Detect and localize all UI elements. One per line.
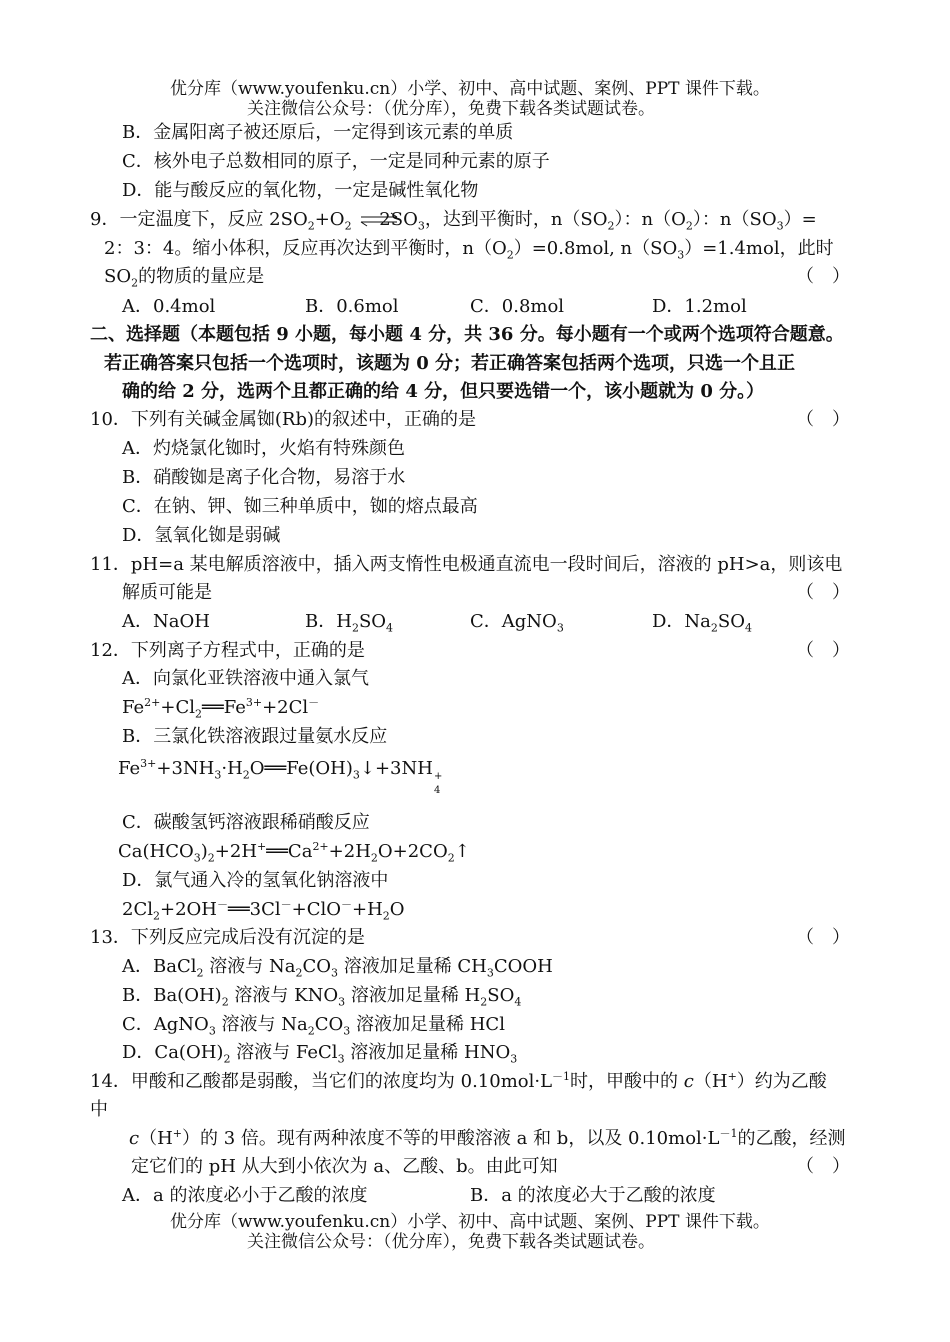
q8-option-b: B．金属阳离子被还原后，一定得到该元素的单质 — [122, 122, 514, 143]
header-line-2: 关注微信公众号：（优分库），免费下载各类试题试卷。 — [247, 99, 655, 119]
q11-answer-blank[interactable]: （ ） — [796, 582, 850, 603]
q12-stem: 12．下列离子方程式中，正确的是 — [90, 640, 365, 661]
q12-equation-c: $Ca(HCO_3)_2+2H^+══Ca^{2+}+2H_2O+2CO_2↑$ — [118, 840, 470, 865]
q9-line-2: 2：3：4。缩小体积，反应再次达到平衡时，$n(O_2)=0.8mol$, $n(SO_3)=1.4mol$，此时 — [104, 238, 834, 262]
q10-stem: 10．下列有关碱金属铷(Rb)的叙述中，正确的是 — [90, 409, 477, 430]
q13-option-d: D．$Ca(OH)_2$ 溶液与 FeCl$_3$ 溶液加足量稀 $HNO_3$ — [122, 1042, 518, 1066]
q13-option-a: A．BaCl$_2$ 溶液与 $Na_2CO_3$ 溶液加足量稀 $CH_3COOH$ — [122, 956, 553, 980]
q12-answer-blank[interactable]: （ ） — [796, 640, 850, 661]
q14-answer-blank[interactable]: （ ） — [796, 1156, 850, 1177]
q10-option-a: A．灼烧氯化铷时，火焰有特殊颜色 — [122, 438, 405, 459]
q11-option-b: B．$H_2SO_4$ — [305, 611, 394, 635]
q9-option-d: D．1.2mol — [652, 296, 747, 317]
header-line-1: 优分库（www.youfenku.cn）小学、初中、高中试题、案例、PPT 课件下载。 — [170, 79, 770, 99]
section-2-line-3: 确的给 2 分，选两个且都正确的给 4 分，但只要选错一个，该小题就为 0 分。） — [122, 381, 765, 402]
q9-line-1: 9．一定温度下，反应 $2SO_2+O_2$ $2SO_3$，达到平衡时，$n(SO_2)$：$n(O_2)$：$n(SO_3)=$ — [90, 209, 817, 233]
q13-option-b: B．$Ba(OH)_2$ 溶液与 $KNO_3$ 溶液加足量稀 $H_2SO_4$ — [122, 985, 522, 1009]
q13-stem: 13．下列反应完成后没有沉淀的是 — [90, 927, 365, 948]
q11-option-d: D．$Na_2SO_4$ — [652, 611, 753, 635]
q10-option-b: B．硝酸铷是离子化合物，易溶于水 — [122, 467, 406, 488]
q14-line-4: 定它们的 pH 从大到小依次为 a、乙酸、b。由此可知 — [131, 1156, 558, 1177]
q10-option-c: C．在钠、钾、铷三种单质中，铷的熔点最高 — [122, 496, 478, 517]
q11-option-a: A．NaOH — [122, 611, 210, 632]
reversible-arrow-icon — [357, 211, 401, 229]
q12-equation-a: $Fe^{2+}+Cl_2══Fe^{3+}+2Cl^-$ — [122, 696, 320, 721]
q8-option-d: D．能与酸反应的氧化物，一定是碱性氧化物 — [122, 180, 479, 201]
q14-line-3: c（H+）的 3 倍。现有两种浓度不等的甲酸溶液 a 和 b，以及 $0.10mol\cdot L^{-1}$的乙酸，经测 — [129, 1127, 846, 1149]
q9-option-a: A．0.4mol — [122, 296, 216, 317]
footer-line-2: 关注微信公众号：（优分库），免费下载各类试题试卷。 — [247, 1232, 655, 1252]
q9-option-b: B．0.6mol — [305, 296, 399, 317]
q10-answer-blank[interactable]: （ ） — [796, 409, 850, 430]
q9-option-c: C．0.8mol — [470, 296, 565, 317]
q12-equation-d: $2Cl_2+2OH^-══3Cl^-+ClO^-+H_2O$ — [122, 898, 405, 923]
q13-answer-blank[interactable]: （ ） — [796, 927, 850, 948]
q9-line-3: $SO_2$的物质的量应是 — [104, 266, 265, 290]
q11-line-2: 解质可能是 — [122, 582, 212, 603]
q11-line-1: 11．pH=a 某电解质溶液中，插入两支惰性电极通直流电一段时间后，溶液的 pH>a，则该电 — [90, 554, 843, 575]
footer-line-1: 优分库（www.youfenku.cn）小学、初中、高中试题、案例、PPT 课件下载。 — [170, 1212, 770, 1232]
q12-option-a: A．向氯化亚铁溶液中通入氯气 — [122, 668, 369, 689]
section-2-line-1: 二、选择题（本题包括 9 小题，每小题 4 分，共 36 分。每小题有一个或两个选项符合题意。 — [90, 324, 844, 345]
q12-option-c: C．碳酸氢钙溶液跟稀硝酸反应 — [122, 812, 370, 833]
q13-option-c: C．AgNO$_3$ 溶液与 $Na_2CO_3$ 溶液加足量稀 HCl — [122, 1014, 505, 1038]
q14-line-1: 14．甲酸和乙酸都是弱酸，当它们的浓度均为 $0.10mol\cdot L^{-1}$时，甲酸中的 c（H+）约为乙酸 — [90, 1070, 827, 1092]
q10-option-d: D．氢氧化铷是弱碱 — [122, 525, 281, 546]
q8-option-c: C．核外电子总数相同的原子，一定是同种元素的原子 — [122, 151, 550, 172]
q12-option-b: B．三氯化铁溶液跟过量氨水反应 — [122, 726, 388, 747]
section-2-line-2: 若正确答案只包括一个选项时，该题为 0 分；若正确答案包括两个选项，只选一个且正 — [104, 353, 796, 374]
q14-option-b: B．a 的浓度必大于乙酸的浓度 — [470, 1185, 716, 1206]
q11-option-c: C．AgNO$_3$ — [470, 611, 564, 635]
q9-answer-blank[interactable]: （ ） — [796, 266, 850, 287]
q14-line-2: 中 — [90, 1099, 108, 1120]
q12-option-d: D．氯气通入冷的氢氧化钠溶液中 — [122, 870, 389, 891]
q14-option-a: A．a 的浓度必小于乙酸的浓度 — [122, 1185, 368, 1206]
q12-equation-b: $Fe^{3+}+3NH_3\cdot H_2O══Fe(OH)_3↓+3NH$ + 4 — [118, 757, 443, 796]
